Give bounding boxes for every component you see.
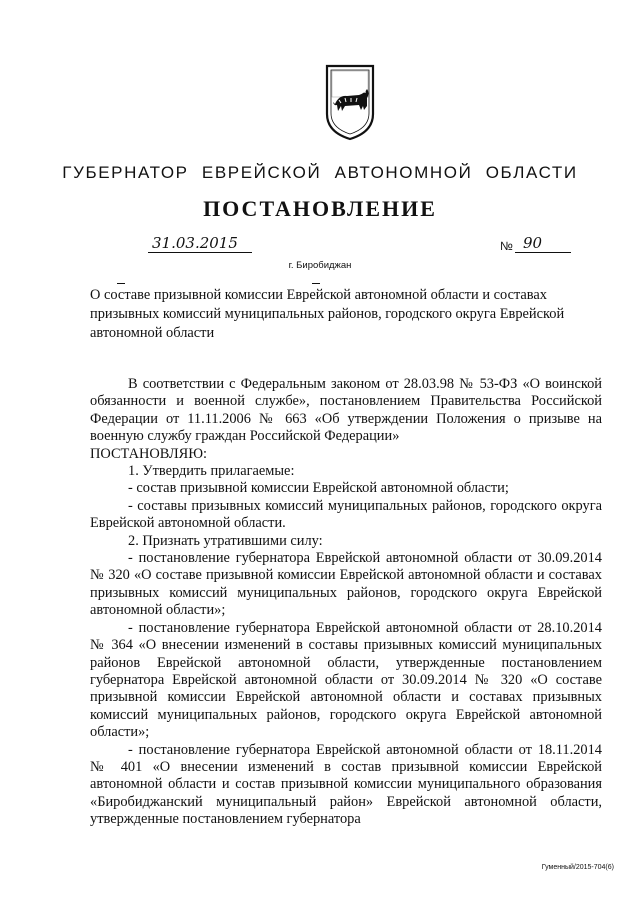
item-1-a: - состав призывной комиссии Еврейской автономной области; [128,480,509,497]
item-1-b: - составы призывных комиссий муниципальных районов, городского округа Еврейской автономной области. [90,497,602,532]
item-2-b: - постановление губернатора Еврейской автономной области от 28.10.2014 № 364 «О внесении изменений в составы призывных комиссий муниципальных районов Еврейской автономной области, утвержденные постановлением губернатора Еврейской автономной области от 30.09.2014 № 320 «О составе призывной комиссии Еврейской автономной области и составах призывных комиссий муниципальных районов, городского округа Еврейской автономной области»; [90,619,602,741]
coat-of-arms-icon [323,62,377,142]
footer-code: Гуменный/2015-704(6) [541,864,614,871]
document-city: г. Биробиджан [288,260,352,271]
document-body [90,376,602,829]
document-type: ПОСТАНОВЛЕНИЕ [203,196,437,221]
item-2-a: - постановление губернатора Еврейской автономной области от 30.09.2014 № 320 «О составе призывной комиссии Еврейской автономной области и составах призывных комиссий муниципальных районов, городского округа Еврейской автономной области»; [90,550,602,619]
item-1: 1. Утвердить прилагаемые: [128,463,295,480]
document-subject: О составе призывной комиссии Еврейской автономной области и составах призывных комиссий муниципальных районов, городского округа Еврейской автономной области [90,287,565,341]
item-2-c: - постановление губернатора Еврейской автономной области от 18.11.2014 № 401 «О внесении изменений в состав призывной комиссии Еврейской автономной области и состав призывной комиссии муниципального образования «Биробиджанский муниципальный район» Еврейской автономной области, утвержденные постановлением губернатора [90,741,602,828]
document-date: 31.03.2015 [148,234,252,253]
document-number: 90 [515,234,571,253]
preamble-paragraph: В соответствии с Федеральным законом от 28.03.98 № 53-ФЗ «О воинской обязанности и военной службе», постановлением Правительства Российской Федерации от 11.11.2006 № 663 «Об утверждении Положения о призыве на военную службу граждан Российской Федерации» [90,376,602,445]
document-number-label: № [500,239,513,253]
issuing-authority: ГУБЕРНАТОР ЕВРЕЙСКОЙ АВТОНОМНОЙ ОБЛАСТИ [62,163,578,182]
resolve-heading: ПОСТАНОВЛЯЮ: [90,445,208,462]
item-2: 2. Признать утратившими силу: [128,532,323,549]
